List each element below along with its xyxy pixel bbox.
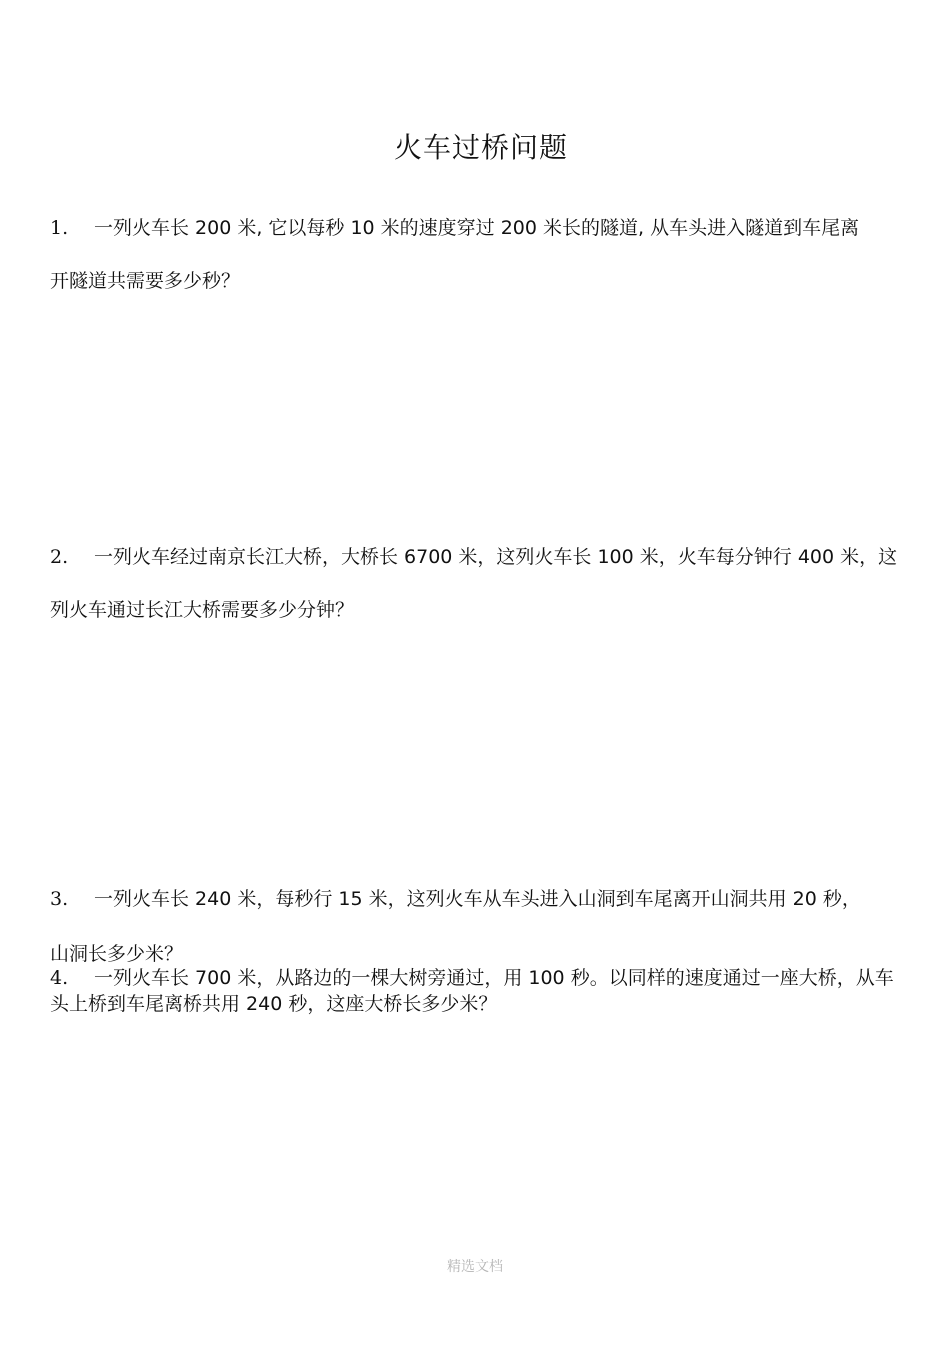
problem-1-line-1 — [50, 216, 859, 240]
footer-watermark: 精选文档 — [447, 1259, 503, 1275]
problem-1-line-2: 开隧道共需要多少秒？ — [50, 270, 241, 292]
problem-1-number: 1. — [50, 217, 69, 239]
problem-4-line-2: 头上桥到车尾离桥共用 240 秒，这座大桥长多少米？ — [50, 993, 498, 1015]
problem-2-number: 2. — [50, 546, 69, 568]
problem-4-number: 4. — [50, 967, 69, 989]
problem-3-line-2: 山洞长多少米？ — [50, 943, 184, 965]
problem-4-text-line-1: 一列火车长 700 米，从路边的一棵大树旁通过，用 100 秒。以同样的速度通过一座大桥，从车 — [94, 967, 894, 989]
problem-3-number: 3. — [50, 888, 69, 910]
page-title: 火车过桥问题 — [393, 131, 568, 164]
problem-2-text-line-1: 一列火车经过南京长江大桥，大桥长 6700 米，这列火车长 100 米，火车每分钟行 400 米，这 — [94, 546, 898, 568]
problem-2-line-2: 列火车通过长江大桥需要多少分钟？ — [50, 599, 355, 621]
problem-2-line-1 — [50, 545, 897, 569]
problem-1-text-line-1: 一列火车长 200 米, 它以每秒 10 米的速度穿过 200 米长的隧道, 从车头进入隧道到车尾离 — [94, 217, 860, 239]
problem-3-line-1 — [50, 887, 861, 911]
problem-3-text-line-1: 一列火车长 240 米，每秒行 15 米，这列火车从车头进入山洞到车尾离开山洞共用 20 秒， — [94, 888, 861, 910]
problem-4-line-1 — [50, 966, 894, 990]
